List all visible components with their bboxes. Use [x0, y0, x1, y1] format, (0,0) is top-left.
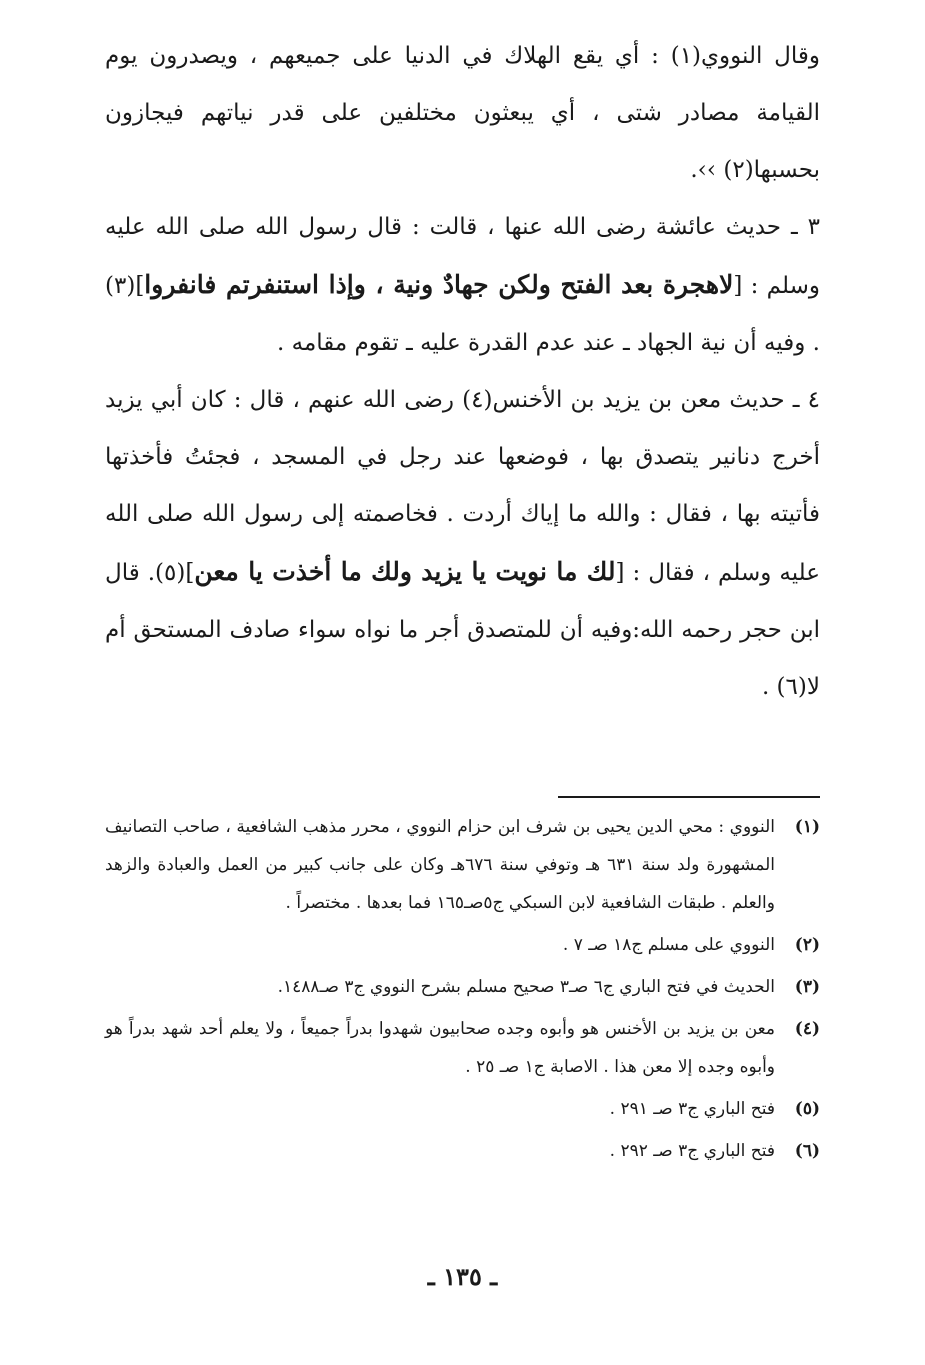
hadith-text: لاهجرة بعد الفتح ولكن جهادٌ ونية ، وإذا استنفرتم فانفروا	[144, 270, 734, 299]
footnote-text: فتح الباري ج٣ صـ ٢٩٢ .	[609, 1141, 775, 1161]
footnote-text: معن بن يزيد بن الأخنس هو وأبوه وجده صحابيون شهدوا بدراً جميعاً ، ولا يعلم أحد شهد بدراً هو وأبوه وجده إلا معن هذا . الاصابة ج١ صـ ٢٥ .	[105, 1019, 775, 1077]
footnote	[105, 1132, 820, 1170]
footnotes	[105, 808, 820, 1170]
main-text	[105, 28, 820, 716]
footnote	[105, 1090, 820, 1128]
footnote-text: فتح الباري ج٣ صـ ٢٩١ .	[609, 1099, 775, 1119]
hadith-text: لك ما نويت يا يزيد ولك ما أخذت يا معن	[194, 557, 616, 586]
footnote-number: (٢)	[794, 935, 820, 955]
footnote-divider	[558, 796, 820, 798]
paragraph-intro: ٤ ـ حديث معن بن يزيد بن الأخنس(٤) رضى الله عنهم ، قال : كان أبي يزيد أخرج دنانير يتصدق بها ، فوضعها عند رجل في المسجد ، فجئتُ فأخذتها فأتيته بها ، فقال : والله ما إياك أردت . فخاصمته إلى رسول الله صلى الله عليه وسلم ، فقال : [	[105, 387, 820, 586]
paragraph-hadith-maan	[105, 372, 820, 716]
page-number: ـ ١٣٥ ـ	[427, 1262, 498, 1291]
footnote-text: النووي على مسلم ج١٨ صـ ٧ .	[562, 935, 775, 955]
footnote-text: الحديث في فتح الباري ج٦ صـ٣ صحيح مسلم بشرح النووي ج٣ صـ١٤٨٨.	[277, 977, 775, 997]
footnote-number: (٤)	[794, 1019, 820, 1039]
footnote-number: (٣)	[794, 977, 820, 997]
footnote-number: (٥)	[794, 1099, 820, 1119]
paragraph-text: وقال النووي(١) : أي يقع الهلاك في الدنيا على جميعهم ، ويصدرون يوم القيامة مصادر شتى ، أي يبعثون مختلفين على قدر نياتهم فيجازون بحسبها(٢) ››.	[105, 43, 820, 183]
footnote-text: النووي : محي الدين يحيى بن شرف ابن حزام النووي ، محرر مذهب الشافعية ، صاحب التصانيف المشهورة ولد سنة ٦٣١ هـ وتوفي سنة ٦٧٦هـ وكان على جانب كبير من العمل والعبادة والزهد والعلم . طبقات الشافعية لابن السبكي ج٥صـ١٦٥ فما بعدها . مختصراً .	[105, 817, 775, 913]
footnote-number: (١)	[794, 817, 820, 837]
footnote	[105, 808, 820, 922]
paragraph-intro: ٣ ـ حديث عائشة رضى الله عنها ، قالت : قال رسول الله صلى الله عليه وسلم : [	[105, 214, 820, 299]
footnote	[105, 968, 820, 1006]
paragraph-hadith-aisha	[105, 199, 820, 372]
paragraph-rest: ](٥). قال ابن حجر رحمه الله:وفيه أن للمتصدق أجر ما نواه سواء صادف المستحق أم لا(٦) .	[105, 560, 820, 700]
footnote	[105, 926, 820, 964]
footnote-number: (٦)	[794, 1141, 820, 1161]
paragraph-rest: ](٣) . وفيه أن نية الجهاد ـ عند عدم القدرة عليه ـ تقوم مقامه .	[105, 273, 820, 356]
paragraph-nawawi-commentary	[105, 28, 820, 199]
footnote	[105, 1010, 820, 1086]
